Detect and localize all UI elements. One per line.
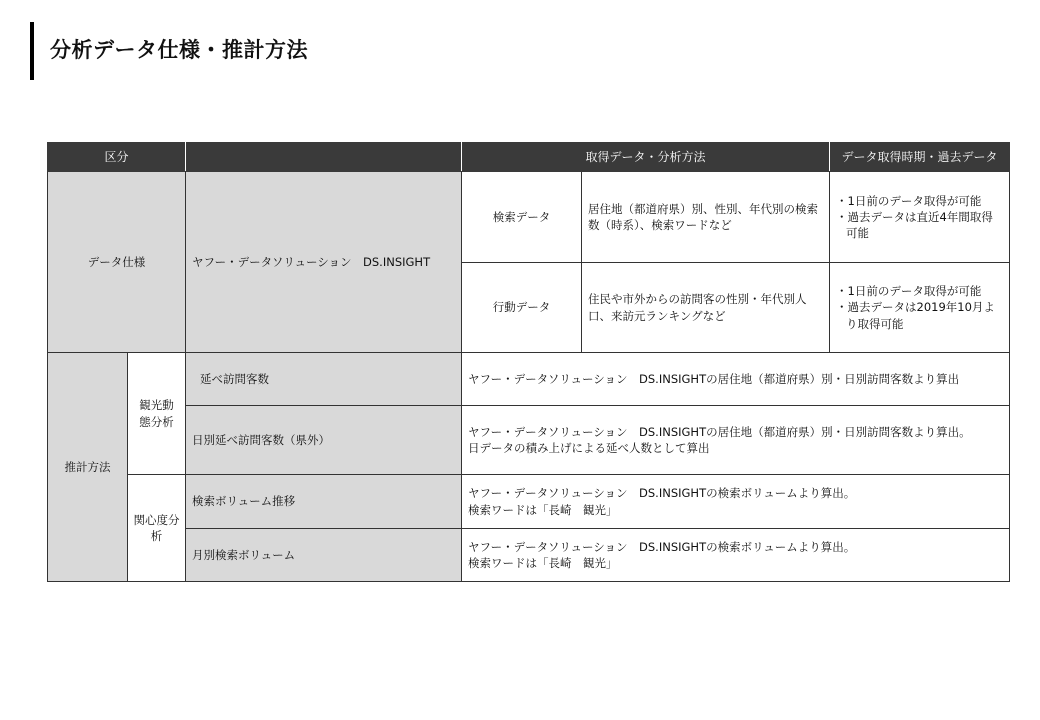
table-row xyxy=(48,353,1010,406)
item-name: 延べ訪問客数 xyxy=(186,353,462,406)
data-spec-label: データ仕様 xyxy=(48,172,186,353)
table-row xyxy=(48,475,1010,529)
item-desc xyxy=(462,529,1010,582)
group-label-interest: 関心度分析 xyxy=(128,475,186,582)
header-blank xyxy=(186,143,462,172)
item-desc xyxy=(462,406,1010,475)
item-name: 検索ボリューム推移 xyxy=(186,475,462,529)
note-line: ・過去データは2019年10月より取得可能 xyxy=(836,300,995,331)
page-title: 分析データ仕様・推計方法 xyxy=(50,38,308,62)
data-type-search: 検索データ xyxy=(462,172,582,263)
desc-line: 検索ワードは「長崎 観光」 xyxy=(468,502,618,517)
data-notes-behavior xyxy=(830,263,1010,353)
data-notes-search xyxy=(830,172,1010,263)
header-method: 取得データ・分析方法 xyxy=(462,143,830,172)
data-desc-behavior: 住民や市外からの訪問客の性別・年代別人口、来訪元ランキングなど xyxy=(582,263,830,353)
data-desc-search: 居住地（都道府県）別、性別、年代別の検索数（時系）、検索ワードなど xyxy=(582,172,830,263)
desc-line: ヤフー・データソリューション DS.INSIGHTの検索ボリュームより算出。 xyxy=(468,486,856,501)
table-row xyxy=(48,529,1010,582)
note-line: ・1日前のデータ取得が可能 xyxy=(836,193,982,208)
item-name: 日別延べ訪問客数（県外） xyxy=(186,406,462,475)
note-line: ・1日前のデータ取得が可能 xyxy=(836,284,982,299)
data-spec-source: ヤフー・データソリューション DS.INSIGHT xyxy=(186,172,462,353)
table-row xyxy=(48,172,1010,263)
note-line: ・過去データは直近4年間取得可能 xyxy=(836,209,993,241)
desc-line: 日データの積み上げによる延べ人数として算出 xyxy=(468,441,710,455)
desc-line: ヤフー・データソリューション DS.INSIGHTの居住地（都道府県）別・日別訪問客数より算出 xyxy=(468,371,960,386)
desc-line: ヤフー・データソリューション DS.INSIGHTの検索ボリュームより算出。 xyxy=(468,539,856,554)
group-label-tourism: 観光動態分析 xyxy=(128,353,186,475)
spec-table xyxy=(47,142,1010,582)
desc-line: ヤフー・データソリューション DS.INSIGHTの居住地（都道府県）別・日別訪問客数より算出。 xyxy=(468,424,971,439)
header-kubun: 区分 xyxy=(48,143,186,172)
desc-line: 検索ワードは「長崎 観光」 xyxy=(468,556,618,570)
data-type-behavior: 行動データ xyxy=(462,263,582,353)
item-desc xyxy=(462,353,1010,406)
table-row xyxy=(48,406,1010,475)
item-desc xyxy=(462,475,1010,529)
title-accent-bar xyxy=(30,22,34,80)
estimation-label: 推計方法 xyxy=(48,353,128,582)
header-period: データ取得時期・過去データ xyxy=(830,143,1010,172)
item-name: 月別検索ボリューム xyxy=(186,529,462,582)
table-header-row xyxy=(48,143,1010,172)
